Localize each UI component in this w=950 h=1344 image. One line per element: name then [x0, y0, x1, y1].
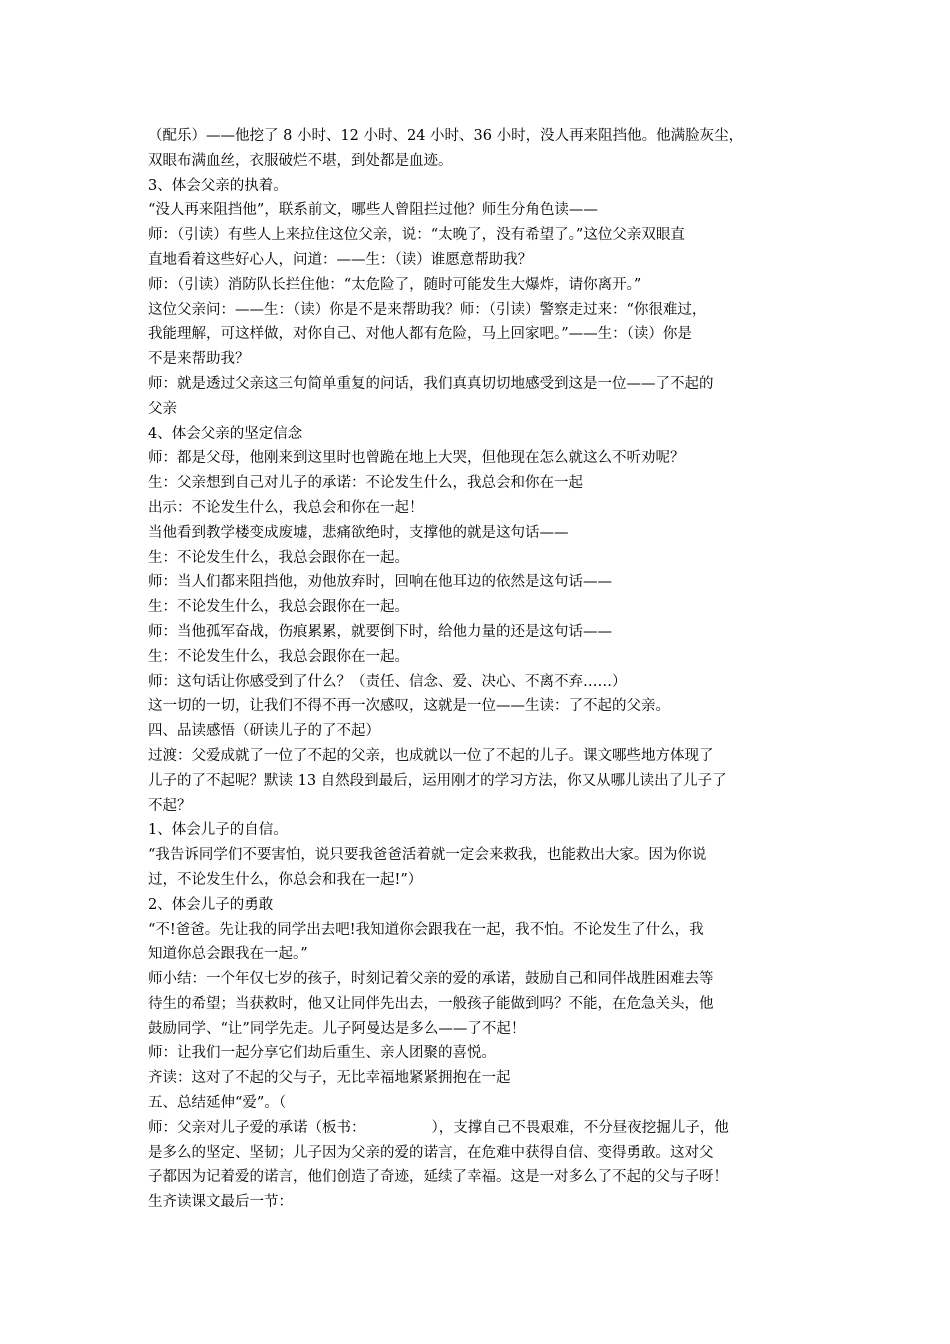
document-body [148, 124, 814, 1215]
text-segment: 师：父亲对儿子爱的承诺（板书： [148, 1119, 366, 1136]
text-line: 师：当他孤军奋战，伤痕累累，就要倒下时，给他力量的还是这句话—— [148, 623, 612, 640]
text-line: 齐读：这对了不起的父与子，无比幸福地紧紧拥抱在一起 [148, 1070, 511, 1087]
text-line: 生：不论发生什么，我总会跟你在一起。 [148, 648, 409, 665]
section-heading: 四、品读感悟（研读儿子的了不起） [148, 723, 380, 740]
text-line: 出示：不论发生什么，我总会和你在一起！ [148, 499, 424, 516]
text-line: 师：当人们都来阻挡他，劝他放弃时，回响在他耳边的依然是这句话—— [148, 574, 612, 591]
text-line-with-blank [148, 1116, 814, 1141]
text-line: 不起？ [148, 797, 192, 814]
text-line: 知道你总会跟我在一起。” [148, 946, 308, 963]
text-line: 师：这句话让你感受到了什么？（责任、信念、爱、决心、不离不弃……） [148, 673, 627, 690]
section-heading: 1、体会儿子的自信。 [148, 822, 288, 839]
text-line: 师：（引读）消防队长拦住他：“太危险了，随时可能发生大爆炸，请你离开。” [148, 276, 642, 293]
text-line: 鼓励同学、“让”同学先走。儿子阿曼达是多么——了不起！ [148, 1020, 526, 1037]
text-line: 生：不论发生什么，我总会跟你在一起。 [148, 549, 409, 566]
text-line: 师：都是父母，他刚来到这里时也曾跪在地上大哭，但他现在怎么就这么不听劝呢？ [148, 450, 685, 467]
text-line: “我告诉同学们不要害怕，说只要我爸爸活着就一定会来救我，也能救出大家。因为你说 [148, 847, 707, 864]
text-line: 不是来帮助我？ [148, 351, 250, 368]
text-line: 师：让我们一起分享它们劫后重生、亲人团聚的喜悦。 [148, 1045, 496, 1062]
text-line: 直地看着这些好心人，问道：——生：（读）谁愿意帮助我？ [148, 251, 533, 268]
section-heading: 4、体会父亲的坚定信念 [148, 425, 303, 442]
text-segment: ），支撑自己不畏艰难，不分昼夜挖掘儿子，他 [431, 1119, 729, 1136]
text-line: 双眼布满血丝，衣服破烂不堪，到处都是血迹。 [148, 152, 453, 169]
text-line: “不!爸爸。先让我的同学出去吧!我知道你会跟我在一起，我不怕。不论发生了什么，我 [148, 921, 704, 938]
text-line: “没人再来阻挡他”，联系前文，哪些人曾阻拦过他？师生分角色读—— [148, 202, 598, 219]
text-line: 子都因为记着爱的诺言，他们创造了奇迹，延续了幸福。这是一对多么了不起的父与子呀！ [148, 1169, 728, 1186]
section-heading: 3、体会父亲的执着。 [148, 177, 288, 194]
text-line: 当他看到教学楼变成废墟，悲痛欲绝时，支撑他的就是这句话—— [148, 524, 569, 541]
text-line: 儿子的了不起呢？默读 13 自然段到最后，运用刚才的学习方法，你又从哪儿读出了儿子了 [148, 772, 727, 789]
text-line: 生：父亲想到自己对儿子的承诺：不论发生什么，我总会和你在一起 [148, 475, 583, 492]
text-line: 这一切的一切，让我们不得不再一次感叹，这就是一位——生读：了不起的父亲。 [148, 698, 670, 715]
text-line: 父亲 [148, 400, 177, 417]
text-line: 师：就是透过父亲这三句简单重复的问话，我们真真切切地感受到这是一位——了不起的 [148, 375, 714, 392]
text-line: 过渡：父爱成就了一位了不起的父亲，也成就以一位了不起的儿子。课文哪些地方体现了 [148, 747, 714, 764]
text-line: 我能理解，可这样做，对你自己、对他人都有危险，马上回家吧。”——生：（读）你是 [148, 326, 692, 343]
text-line: 是多么的坚定、坚韧；儿子因为父亲的爱的诺言，在危难中获得自信、变得勇敢。这对父 [148, 1144, 714, 1161]
text-line: 过，不论发生什么，你总会和我在一起!”） [148, 871, 423, 888]
text-line: 师：（引读）有些人上来拉住这位父亲，说：“太晚了，没有希望了。”这位父亲双眼直 [148, 227, 685, 244]
section-heading: 2、体会儿子的勇敢 [148, 896, 274, 913]
text-line: 师小结：一个年仅七岁的孩子，时刻记着父亲的爱的承诺，鼓励自己和同伴战胜困难去等 [148, 971, 714, 988]
text-line: 待生的希望；当获救时，他又让同伴先出去，一般孩子能做到吗？不能，在危急关头，他 [148, 995, 714, 1012]
text-line: （配乐）——他挖了 8 小时、12 小时、24 小时、36 小时，没人再来阻挡他。他满脸灰尘， [148, 128, 744, 144]
section-heading: 五、总结延伸“爱”。（ [148, 1095, 287, 1112]
text-line: 生：不论发生什么，我总会跟你在一起。 [148, 599, 409, 616]
text-line: 生齐读课文最后一节： [148, 1194, 293, 1211]
text-line: 这位父亲问：——生：（读）你是不是来帮助我？师：（引读）警察走过来：“你很难过， [148, 301, 707, 318]
